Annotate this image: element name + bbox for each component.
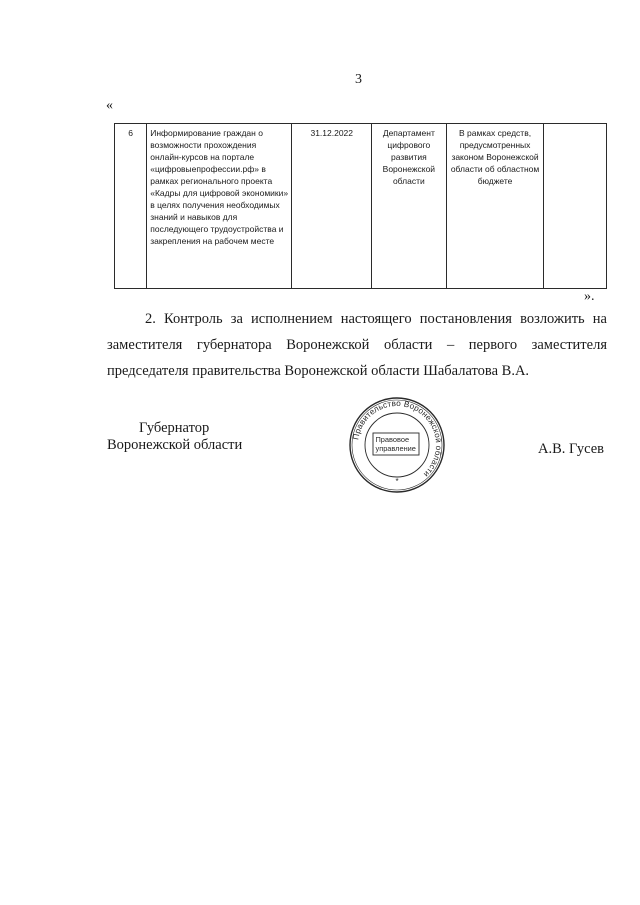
control-paragraph: 2. Контроль за исполнением настоящего постановления возложить на заместителя губернатора Воронежской области – первого заместителя председателя правительства Воронежской области Шабалатова В.А. xyxy=(107,311,607,379)
opening-quote: « xyxy=(106,98,113,113)
measures-table xyxy=(114,123,607,289)
measure-name-cell: Информирование граждан о возможности прохождения онлайн-курсов на портале «цифровыепрофессии.рф» в рамках регионального проекта «Кадры для цифровой экономики» в целях получения необходимых знаний и навыков для последующего трудоустройства и закрепления на рабочем месте xyxy=(147,124,292,289)
row-number-cell: 6 xyxy=(115,124,147,289)
executor-cell: Департамент цифрового развития Воронежской области xyxy=(372,124,447,289)
page-number: 3 xyxy=(355,72,362,87)
signatory-title-line2: Воронежской области xyxy=(107,437,243,453)
result-cell xyxy=(544,124,607,289)
stamp-ring-text: Правительство Воронежской области xyxy=(351,398,444,479)
closing-quote: ». xyxy=(584,289,595,304)
signatory-name: А.В. Гусев xyxy=(538,441,604,457)
funding-cell: В рамках средств, предусмотренных законом Воронежской области об областном бюджете xyxy=(446,124,544,289)
stamp-inner-line2: управление xyxy=(375,444,416,453)
official-stamp xyxy=(347,395,447,495)
signatory-title xyxy=(107,420,267,454)
signatory-title-line1: Губернатор xyxy=(139,420,210,436)
stamp-star: * xyxy=(395,477,399,486)
stamp-inner-line1: Правовое xyxy=(375,435,410,444)
deadline-cell: 31.12.2022 xyxy=(292,124,372,289)
table-row xyxy=(115,124,607,289)
